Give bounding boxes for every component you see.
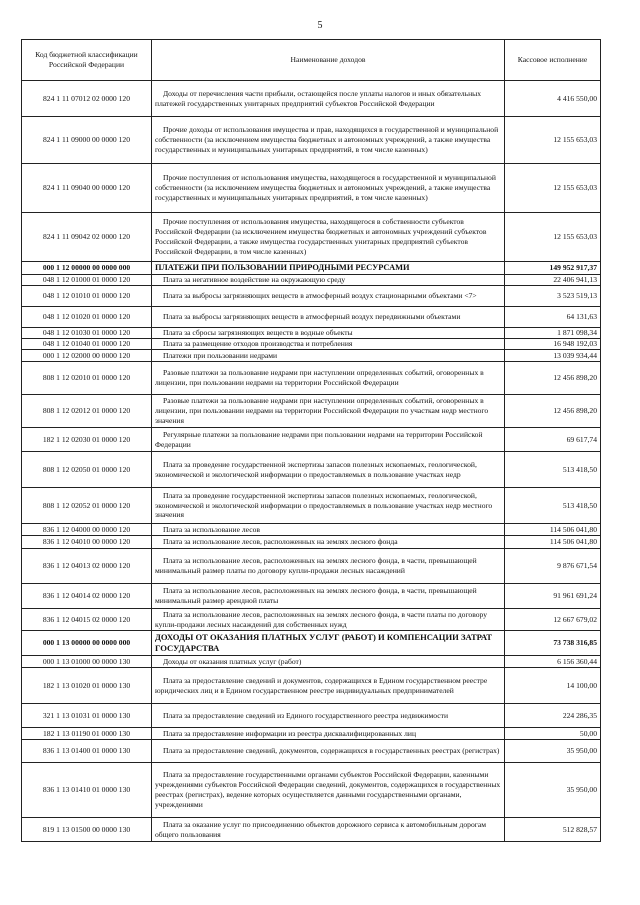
row-amount: 35 950,00 bbox=[505, 740, 601, 763]
row-amount: 513 418,50 bbox=[505, 452, 601, 488]
table-row bbox=[22, 164, 601, 213]
table-row bbox=[22, 728, 601, 740]
row-name: Плата за предоставление информации из реестра дисквалифицированных лиц bbox=[152, 728, 505, 740]
row-name: Плата за выбросы загрязняющих веществ в атмосферный воздух передвижными объектами bbox=[152, 307, 505, 328]
row-code: 824 1 11 09000 00 0000 120 bbox=[22, 117, 152, 164]
row-code: 048 1 12 01010 01 0000 120 bbox=[22, 286, 152, 307]
table-row bbox=[22, 275, 601, 286]
row-amount: 114 506 041,80 bbox=[505, 524, 601, 536]
table-row bbox=[22, 81, 601, 117]
row-name: Прочие доходы от использования имущества и прав, находящихся в государственной и муниципальной собственности (за исключением имущества бюджетных и автономных учреждений, а также имущества государственных и муниципальных унитарных предприятий, в том числе казенных) bbox=[152, 117, 505, 164]
row-code: 824 1 11 07012 02 0000 120 bbox=[22, 81, 152, 117]
table-row bbox=[22, 213, 601, 262]
row-amount: 149 952 917,37 bbox=[505, 262, 601, 275]
row-amount: 91 961 691,24 bbox=[505, 584, 601, 609]
row-code: 182 1 12 02030 01 0000 120 bbox=[22, 428, 152, 452]
row-name: ПЛАТЕЖИ ПРИ ПОЛЬЗОВАНИИ ПРИРОДНЫМИ РЕСУРСАМИ bbox=[152, 262, 505, 275]
row-amount: 64 131,63 bbox=[505, 307, 601, 328]
row-code: 000 1 12 02000 00 0000 120 bbox=[22, 350, 152, 362]
row-name: Плата за использование лесов bbox=[152, 524, 505, 536]
row-amount: 3 523 519,13 bbox=[505, 286, 601, 307]
row-code: 182 1 13 01190 01 0000 130 bbox=[22, 728, 152, 740]
row-amount: 6 156 360,44 bbox=[505, 656, 601, 668]
row-code: 836 1 12 04015 02 0000 120 bbox=[22, 609, 152, 631]
row-amount: 12 155 653,03 bbox=[505, 164, 601, 213]
row-amount: 114 506 041,80 bbox=[505, 536, 601, 549]
row-name: Доходы от перечисления части прибыли, остающейся после уплаты налогов и иных обязательных платежей государственных унитарных предприятий субъектов Российской Федерации bbox=[152, 81, 505, 117]
row-name: Плата за негативное воздействие на окружающую среду bbox=[152, 275, 505, 286]
table-row bbox=[22, 117, 601, 164]
row-amount: 12 456 898,20 bbox=[505, 362, 601, 395]
row-code: 048 1 12 01040 01 0000 120 bbox=[22, 339, 152, 350]
row-name: Плата за предоставление сведений из Единого государственного реестра недвижимости bbox=[152, 704, 505, 728]
row-code: 824 1 11 09040 00 0000 120 bbox=[22, 164, 152, 213]
row-amount: 35 950,00 bbox=[505, 763, 601, 818]
table-row bbox=[22, 549, 601, 584]
row-name: Плата за выбросы загрязняющих веществ в атмосферный воздух стационарными объектами <7> bbox=[152, 286, 505, 307]
table-row bbox=[22, 395, 601, 428]
row-name: Разовые платежи за пользование недрами при наступлении определенных событий, оговоренных в лицензии, при пользовании недрами на территории Российской Федерации bbox=[152, 362, 505, 395]
row-code: 836 1 12 04014 02 0000 120 bbox=[22, 584, 152, 609]
header-name: Наименование доходов bbox=[152, 40, 505, 81]
row-name: Прочие поступления от использования имущества, находящегося в государственной и муниципальной собственности (за исключением имущества бюджетных и автономных учреждений, а также имущества государственных и муниципальных унитарных предприятий, в том числе казенных) bbox=[152, 164, 505, 213]
row-name: Плата за размещение отходов производства и потребления bbox=[152, 339, 505, 350]
row-amount: 14 100,00 bbox=[505, 668, 601, 704]
row-code: 048 1 12 01000 01 0000 120 bbox=[22, 275, 152, 286]
row-name: Плата за оказание услуг по присоединению объектов дорожного сервиса к автомобильным дорогам общего пользования bbox=[152, 818, 505, 842]
row-name: Прочие поступления от использования имущества, находящегося в собственности субъектов Российской Федерации (за исключением имущества бюджетных и автономных учреждений субъектов Российской Федерации, а также имущества государственных унитарных предприятий субъектов Российской Федерации, в том числе казенных) bbox=[152, 213, 505, 262]
revenue-table bbox=[21, 39, 601, 842]
row-name: Плата за использование лесов, расположенных на землях лесного фонда bbox=[152, 536, 505, 549]
table-row bbox=[22, 488, 601, 524]
row-name: Плата за сбросы загрязняющих веществ в водные объекты bbox=[152, 328, 505, 339]
row-code: 808 1 12 02012 01 0000 120 bbox=[22, 395, 152, 428]
row-code: 048 1 12 01030 01 0000 120 bbox=[22, 328, 152, 339]
row-amount: 69 617,74 bbox=[505, 428, 601, 452]
row-code: 836 1 12 04000 00 0000 120 bbox=[22, 524, 152, 536]
row-amount: 9 876 671,54 bbox=[505, 549, 601, 584]
row-amount: 224 286,35 bbox=[505, 704, 601, 728]
row-name: Плата за использование лесов, расположенных на землях лесного фонда, в части, превышающей минимальный размер арендной платы bbox=[152, 584, 505, 609]
row-amount: 50,00 bbox=[505, 728, 601, 740]
row-amount: 12 155 653,03 bbox=[505, 213, 601, 262]
table-row bbox=[22, 609, 601, 631]
row-amount: 12 456 898,20 bbox=[505, 395, 601, 428]
row-name: Регулярные платежи за пользование недрами при пользовании недрами на территории Российской Федерации bbox=[152, 428, 505, 452]
header-code: Код бюджетной классификации Российской Федерации bbox=[22, 40, 152, 81]
row-code: 836 1 13 01410 01 0000 130 bbox=[22, 763, 152, 818]
row-name: Плата за использование лесов, расположенных на землях лесного фонда, в части платы по договору купли-продажи лесных насаждений для собственных нужд bbox=[152, 609, 505, 631]
table-row bbox=[22, 584, 601, 609]
row-code: 836 1 13 01400 01 0000 130 bbox=[22, 740, 152, 763]
table-row bbox=[22, 668, 601, 704]
row-amount: 4 416 550,00 bbox=[505, 81, 601, 117]
row-name: Плата за проведение государственной экспертизы запасов полезных ископаемых, геологической, экономической и экологической информации о предоставляемых в пользование участках недр местного значения bbox=[152, 488, 505, 524]
row-code: 836 1 12 04013 02 0000 120 bbox=[22, 549, 152, 584]
table-row bbox=[22, 286, 601, 307]
table-row bbox=[22, 536, 601, 549]
row-code: 808 1 12 02050 01 0000 120 bbox=[22, 452, 152, 488]
row-name: Плата за использование лесов, расположенных на землях лесного фонда, в части, превышающей минимальный размер платы по договору купли-продажи лесных насаждений bbox=[152, 549, 505, 584]
table-row bbox=[22, 524, 601, 536]
table-body bbox=[22, 81, 601, 842]
row-code: 808 1 12 02010 01 0000 120 bbox=[22, 362, 152, 395]
row-name: ДОХОДЫ ОТ ОКАЗАНИЯ ПЛАТНЫХ УСЛУГ (РАБОТ) И КОМПЕНСАЦИИ ЗАТРАТ ГОСУДАРСТВА bbox=[152, 631, 505, 656]
table-row bbox=[22, 350, 601, 362]
row-code: 000 1 13 01000 00 0000 130 bbox=[22, 656, 152, 668]
row-name: Плата за предоставление сведений, документов, содержащихся в государственных реестрах (регистрах) bbox=[152, 740, 505, 763]
row-amount: 12 667 679,02 bbox=[505, 609, 601, 631]
table-row bbox=[22, 339, 601, 350]
row-name: Плата за предоставление государственными органами субъектов Российской Федерации, казенными учреждениями субъектов Российской Федерации сведений, документов, содержащихся в государственных реестрах (регистрах), ведение которых осуществляется данными государственными органами, учреждениями bbox=[152, 763, 505, 818]
table-row bbox=[22, 262, 601, 275]
row-code: 824 1 11 09042 02 0000 120 bbox=[22, 213, 152, 262]
table-row bbox=[22, 307, 601, 328]
row-code: 808 1 12 02052 01 0000 120 bbox=[22, 488, 152, 524]
table-row bbox=[22, 704, 601, 728]
row-code: 182 1 13 01020 01 0000 130 bbox=[22, 668, 152, 704]
row-amount: 13 039 934,44 bbox=[505, 350, 601, 362]
row-name: Доходы от оказания платных услуг (работ) bbox=[152, 656, 505, 668]
page-number: 5 bbox=[317, 20, 323, 31]
row-code: 819 1 13 01500 00 0000 130 bbox=[22, 818, 152, 842]
row-code: 048 1 12 01020 01 0000 120 bbox=[22, 307, 152, 328]
row-name: Плата за предоставление сведений и документов, содержащихся в Едином государственном реестре юридических лиц и в Едином государственном реестре индивидуальных предпринимателей bbox=[152, 668, 505, 704]
table-row bbox=[22, 328, 601, 339]
row-amount: 1 871 098,34 bbox=[505, 328, 601, 339]
row-amount: 22 406 941,13 bbox=[505, 275, 601, 286]
table-row bbox=[22, 763, 601, 818]
table-row bbox=[22, 452, 601, 488]
row-amount: 12 155 653,03 bbox=[505, 117, 601, 164]
row-amount: 73 738 316,85 bbox=[505, 631, 601, 656]
row-code: 000 1 13 00000 00 0000 000 bbox=[22, 631, 152, 656]
row-code: 000 1 12 00000 00 0000 000 bbox=[22, 262, 152, 275]
row-name: Платежи при пользовании недрами bbox=[152, 350, 505, 362]
header-amount: Кассовое исполнение bbox=[505, 40, 601, 81]
table-header-row bbox=[22, 40, 601, 81]
table-row bbox=[22, 631, 601, 656]
row-amount: 512 828,57 bbox=[505, 818, 601, 842]
row-amount: 16 948 192,03 bbox=[505, 339, 601, 350]
row-amount: 513 418,50 bbox=[505, 488, 601, 524]
table-row bbox=[22, 740, 601, 763]
row-name: Разовые платежи за пользование недрами при наступлении определенных событий, оговоренных в лицензии, при пользовании недрами на территории Российской Федерации по участкам недр местного значения bbox=[152, 395, 505, 428]
table-row bbox=[22, 428, 601, 452]
row-name: Плата за проведение государственной экспертизы запасов полезных ископаемых, геологической, экономической и экологической информации о предоставляемых в пользование участках недр bbox=[152, 452, 505, 488]
table-row bbox=[22, 818, 601, 842]
table-row bbox=[22, 362, 601, 395]
table-row bbox=[22, 656, 601, 668]
row-code: 836 1 12 04010 00 0000 120 bbox=[22, 536, 152, 549]
row-code: 321 1 13 01031 01 0000 130 bbox=[22, 704, 152, 728]
